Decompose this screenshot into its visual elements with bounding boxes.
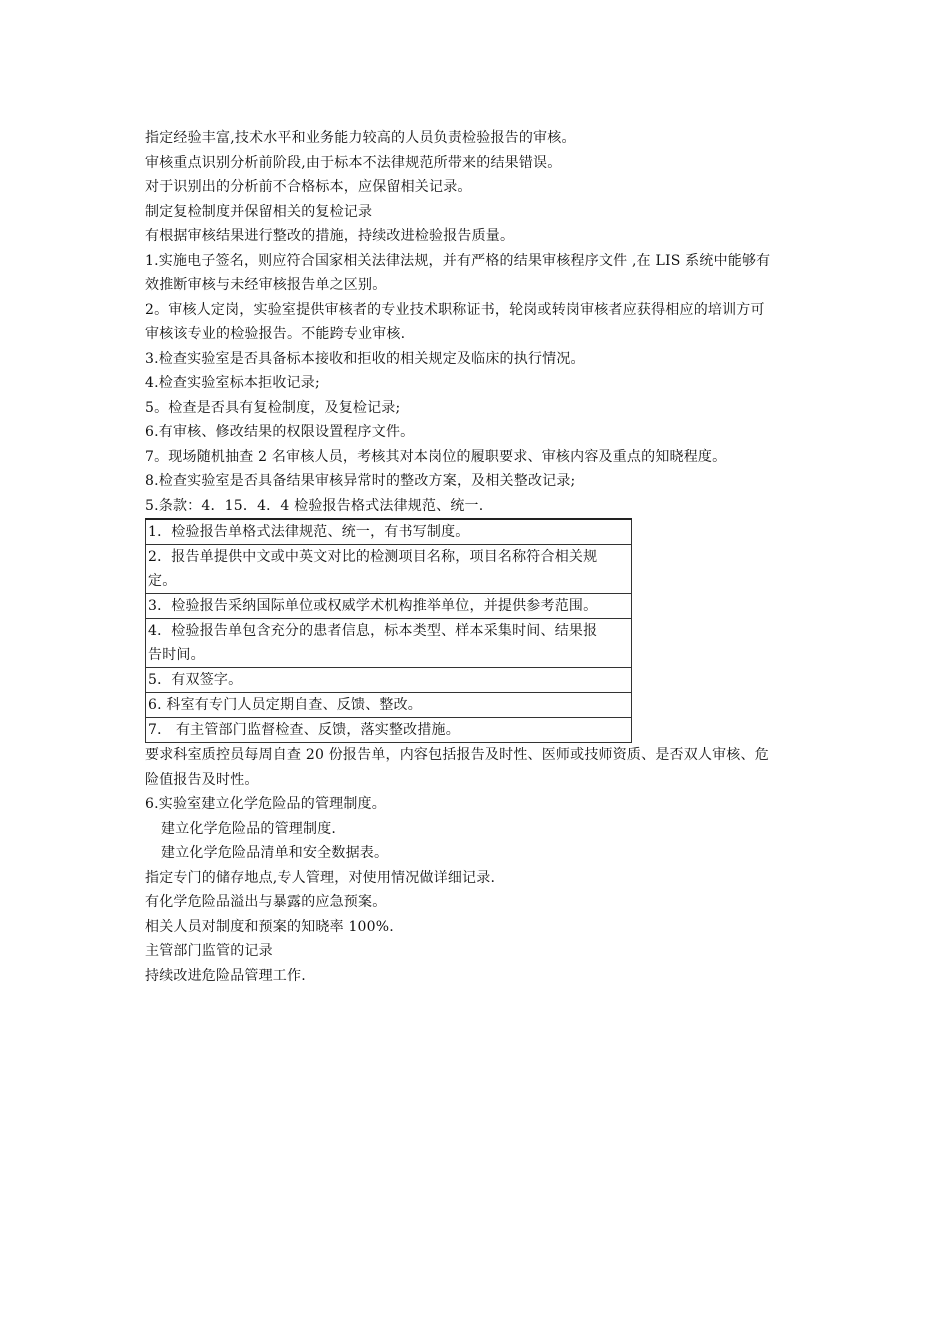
table-cell xyxy=(146,693,632,718)
paragraph: 建立化学危险品的管理制度. xyxy=(161,820,337,837)
paragraph: 8.检查实验室是否具备结果审核异常时的整改方案，及相关整改记录; xyxy=(145,473,576,489)
paragraph: 指定经验丰富,技术水平和业务能力较高的人员负责检验报告的审核。 xyxy=(145,130,576,146)
table-cell-text: 2．报告单提供中文或中英文对比的检测项目名称，项目名称符合相关规定。 xyxy=(148,549,598,589)
paragraph: 指定专门的储存地点,专人管理，对使用情况做详细记录. xyxy=(145,869,496,886)
paragraph: 6.实验室建立化学危险品的管理制度。 xyxy=(145,796,386,812)
table-row xyxy=(146,545,632,594)
table-cell-text: 4．检验报告单包含充分的患者信息，标本类型、样本采集时间、结果报告时间。 xyxy=(148,623,598,663)
paragraph: 6.有审核、修改结果的权限设置程序文件。 xyxy=(145,424,415,440)
table-row xyxy=(146,519,632,545)
table-cell xyxy=(146,594,632,619)
paragraph: 制定复检制度并保留相关的复检记录 xyxy=(145,203,373,220)
requirements-table xyxy=(145,518,632,743)
table-row xyxy=(146,594,632,619)
table-cell xyxy=(146,545,632,594)
table-cell-text: 6. 科室有专门人员定期自查、反馈、整改。 xyxy=(148,697,423,713)
table-row xyxy=(146,668,632,693)
paragraph: 2。审核人定岗，实验室提供审核者的专业技术职称证书，轮岗或转岗审核者应获得相应的培训方可审核该专业的检验报告。不能跨专业审核. xyxy=(145,301,765,342)
table-cell xyxy=(146,619,632,668)
table-cell-text: 3．检验报告采纳国际单位或权威学术机构推举单位，并提供参考范围。 xyxy=(148,598,598,614)
table-cell xyxy=(146,718,632,743)
paragraph: 对于识别出的分析前不合格标本，应保留相关记录。 xyxy=(145,179,472,195)
paragraph: 7。现场随机抽查 2 名审核人员，考核其对本岗位的履职要求、审核内容及重点的知晓程度。 xyxy=(145,448,727,465)
paragraph: 建立化学危险品清单和安全数据表。 xyxy=(161,845,389,861)
document-body xyxy=(145,126,777,988)
paragraph: 审核重点识别分析前阶段,由于标本不法律规范所带来的结果错误。 xyxy=(145,154,562,171)
paragraph: 主管部门监管的记录 xyxy=(145,943,273,959)
paragraph: 有根据审核结果进行整改的措施，持续改进检验报告质量。 xyxy=(145,228,515,244)
paragraph: 5。检查是否具有复检制度，及复检记录; xyxy=(145,399,401,416)
paragraph: 相关人员对制度和预案的知晓率 100%. xyxy=(145,918,394,935)
paragraph: 有化学危险品溢出与暴露的应急预案。 xyxy=(145,894,387,910)
table-cell-text: 7． 有主管部门监督检查、反馈，落实整改措施。 xyxy=(148,722,460,738)
table-cell xyxy=(146,668,632,693)
paragraph: 5.条款：4．15．4．4 检验报告格式法律规范、统一. xyxy=(145,497,484,514)
paragraph: 4.检查实验室标本拒收记录; xyxy=(145,375,320,391)
table-row xyxy=(146,693,632,718)
table-cell-text: 5．有双签字。 xyxy=(148,672,243,688)
table-row xyxy=(146,619,632,668)
table-cell xyxy=(146,519,632,545)
paragraph: 要求科室质控员每周自查 20 份报告单，内容包括报告及时性、医师或技师资质、是否双人审核、危险值报告及时性。 xyxy=(145,747,769,788)
paragraph: 1.实施电子签名，则应符合国家相关法律法规，并有严格的结果审核程序文件 ,在 LIS 系统中能够有效推断审核与未经审核报告单之区别。 xyxy=(145,252,771,293)
table-cell-text: 1．检验报告单格式法律规范、统一，有书写制度。 xyxy=(148,524,470,540)
paragraph: 持续改进危险品管理工作. xyxy=(145,967,306,984)
table-row xyxy=(146,718,632,743)
paragraph: 3.检查实验室是否具备标本接收和拒收的相关规定及临床的执行情况。 xyxy=(145,350,585,367)
